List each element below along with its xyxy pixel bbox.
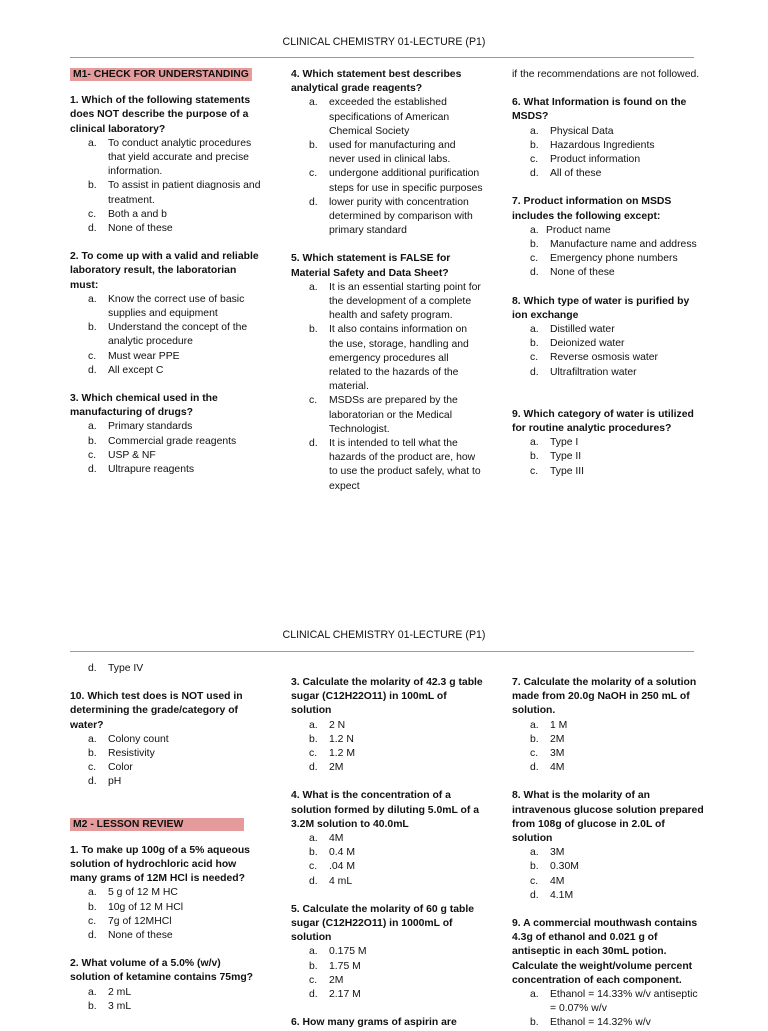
- option: b. 0.30M: [530, 861, 579, 873]
- question-10: 10. Which test does is NOT used in determining the grade/category of water?: [70, 691, 243, 731]
- question-4: 4. Which statement best describes analytical grade reagents?: [291, 69, 462, 95]
- options-m2-q8: [512, 846, 704, 903]
- options-q2: [70, 293, 262, 378]
- section-tag-m2: M2 - LESSON REVIEW: [70, 818, 262, 832]
- options-q5: [291, 281, 483, 494]
- options-q1: [70, 137, 262, 236]
- option: b. 1.75 M: [309, 960, 361, 972]
- options-q4: [291, 96, 483, 238]
- option: d. Ultrapure reagents: [88, 464, 195, 476]
- option: b. Deionized water: [530, 338, 625, 350]
- m2-question-4: 4. What is the concentration of a solution formed by diluting 5.0mL of a 3.2M solution to 40.0mL: [291, 790, 480, 830]
- option: b. Hazardous Ingredients: [530, 139, 655, 151]
- options-q8: [512, 323, 704, 380]
- options-q9: [512, 436, 704, 479]
- question-5: 5. Which statement is FALSE for Material Safety and Data Sheet?: [291, 253, 451, 279]
- option: c. Product information: [530, 154, 641, 166]
- m2-question-5: 5. Calculate the molarity of 60 g table sugar (C12H22O11) in 1000mL of solution: [291, 903, 475, 944]
- continuation-text: if the recommendations are not followed.: [512, 69, 700, 80]
- option: b. 0.4 M: [309, 847, 355, 859]
- option: a. Colony count: [88, 733, 169, 745]
- option: d. 2M: [309, 762, 344, 774]
- option: d. 4 mL: [309, 875, 353, 887]
- page-header-2: CLINICAL CHEMISTRY 01-LECTURE (P1): [282, 629, 486, 641]
- option: d. lower purity with concentration determined by comparison with primary standard: [309, 196, 473, 237]
- option: c. .04 M: [309, 861, 355, 873]
- options-m2-q2: [70, 986, 262, 1014]
- options-m2-q7: [512, 719, 704, 776]
- option: b. 10g of 12 M HCl: [88, 901, 184, 913]
- options-q7: [512, 224, 704, 281]
- option: b. Type II: [530, 451, 582, 463]
- option: c. 2M: [309, 974, 344, 986]
- p2-col1: [70, 662, 262, 1014]
- option: c. Reverse osmosis water: [530, 352, 658, 364]
- p2-col2: [291, 676, 483, 1030]
- m2-question-2: 2. What volume of a 5.0% (w/v) solution of ketamine contains 75mg?: [70, 958, 254, 984]
- option: a. exceeded the established specifications of American Chemical Society: [309, 97, 450, 137]
- option: b. 1.2 N: [309, 733, 354, 745]
- option: c. Type III: [530, 465, 585, 477]
- p1-col2: [291, 68, 483, 494]
- option: d. 2.17 M: [309, 989, 361, 1001]
- m2-question-7: 7. Calculate the molarity of a solution made from 20.0g NaOH in 250 mL of solution.: [512, 677, 697, 717]
- m2-question-3: 3. Calculate the molarity of 42.3 g table sugar (C12H22O11) in 100mL of solution: [291, 677, 483, 717]
- option: b. Manufacture name and address: [530, 239, 697, 251]
- option: a. 2 mL: [88, 986, 132, 998]
- option: a. 1 M: [530, 719, 568, 731]
- option: c. 7g of 12MHCl: [88, 915, 172, 927]
- option: d. 4M: [530, 762, 565, 774]
- option: d. All except C: [88, 364, 164, 376]
- option: a. 3M: [530, 847, 565, 859]
- m2-question-6: 6. How many grams of aspirin are: [291, 1017, 457, 1029]
- options-m2-q1: [70, 886, 262, 943]
- option: a. 5 g of 12 M HC: [88, 887, 178, 899]
- option: a. Physical Data: [530, 125, 614, 137]
- option: c. 4M: [530, 875, 565, 887]
- option: c. USP & NF: [88, 449, 156, 461]
- option: c. 3M: [530, 748, 565, 760]
- option: a. Distilled water: [530, 324, 615, 336]
- options-m2-q9: [512, 988, 704, 1031]
- option: d. It is intended to tell what the hazards of the product are, how to use the product safely, what to expect: [309, 438, 481, 492]
- option: b. Ethanol = 14.32% w/v: [530, 1017, 651, 1029]
- option: a. Product name: [530, 224, 611, 236]
- option: c. Color: [88, 762, 133, 774]
- carry-option: [70, 662, 262, 676]
- option: a. It is an essential starting point for the development of a complete health and safety program.: [309, 281, 481, 322]
- option: a. To conduct analytic procedures that yield accurate and precise information.: [88, 137, 252, 178]
- option: b. To assist in patient diagnosis and treatment.: [88, 180, 261, 206]
- option: d. None of these: [530, 267, 615, 279]
- question-2: 2. To come up with a valid and reliable laboratory result, the laboratorian must:: [70, 251, 259, 291]
- question-3: 3. Which chemical used in the manufacturing of drugs?: [70, 393, 218, 419]
- options-q10: [70, 733, 262, 790]
- options-q6: [512, 125, 704, 182]
- section-tag-m1: M1- CHECK FOR UNDERSTANDING: [70, 68, 262, 82]
- p1-col1: [70, 68, 262, 477]
- option: a. 2 N: [309, 719, 346, 731]
- p2-col3: [512, 676, 704, 1031]
- option: b. Understand the concept of the analytic procedure: [88, 322, 248, 348]
- options-m2-q4: [291, 832, 483, 889]
- option: a. Ethanol = 14.33% w/v antiseptic = 0.07% w/v: [530, 989, 698, 1015]
- option: b. It also contains information on the use, storage, handling and emergency procedures all related to the hazards of the material.: [309, 324, 469, 393]
- m2-question-1: 1. To make up 100g of a 5% aqueous solution of hydrochloric acid how many grams of 12M HCl is needed?: [70, 844, 250, 885]
- option: b. 2M: [530, 733, 565, 745]
- p1-col3: [512, 68, 704, 479]
- option: b. 3 mL: [88, 1000, 132, 1012]
- option: c. MSDSs are prepared by the laboratorian or the Medical Technologist.: [309, 395, 458, 435]
- option: d. All of these: [530, 168, 602, 180]
- page-header-1: CLINICAL CHEMISTRY 01-LECTURE (P1): [282, 36, 486, 48]
- header-rule-1: [70, 57, 694, 58]
- question-8: 8. Which type of water is purified by ion exchange: [512, 295, 690, 321]
- m2-question-8: 8. What is the molarity of an intravenous glucose solution prepared from 108g of glucose in 2.0L of solution: [512, 790, 704, 845]
- question-9: 9. Which category of water is utilized for routine analytic procedures?: [512, 408, 694, 435]
- option: c. undergone additional purification steps for use in specific purposes: [309, 168, 483, 194]
- m2-question-9: 9. A commercial mouthwash contains 4.3g of ethanol and 0.021 g of antiseptic in each 30mL potion. Calculate the weight/volume percent concentration of each component.: [512, 918, 698, 986]
- option: b. used for manufacturing and never used in clinical labs.: [309, 140, 456, 166]
- option: d. 4.1M: [530, 889, 574, 901]
- option: a. 4M: [309, 833, 344, 845]
- option: c. Must wear PPE: [88, 350, 180, 362]
- options-m2-q3: [291, 719, 483, 776]
- option: d. pH: [88, 776, 122, 788]
- option: d. None of these: [88, 930, 173, 942]
- question-1: 1. Which of the following statements does NOT describe the purpose of a clinical laboratory?: [70, 95, 251, 135]
- option: a. Type I: [530, 437, 579, 449]
- option: b. Resistivity: [88, 748, 155, 760]
- header-rule-2: [70, 651, 694, 652]
- option: c. Both a and b: [88, 208, 167, 220]
- question-7: 7. Product information on MSDS includes the following except:: [512, 196, 672, 222]
- question-6: 6. What Information is found on the MSDS?: [512, 97, 687, 123]
- option: a. Primary standards: [88, 421, 193, 433]
- options-m2-q5: [291, 945, 483, 1002]
- option: a. 0.175 M: [309, 946, 367, 958]
- option: c. 1.2 M: [309, 748, 355, 760]
- option: d. Type IV: [88, 663, 144, 674]
- option: d. Ultrafiltration water: [530, 366, 637, 378]
- option: a. Know the correct use of basic supplies and equipment: [88, 293, 245, 320]
- options-q3: [70, 420, 262, 477]
- option: b. Commercial grade reagents: [88, 435, 237, 447]
- option: d. None of these: [88, 223, 173, 235]
- option: c. Emergency phone numbers: [530, 253, 678, 265]
